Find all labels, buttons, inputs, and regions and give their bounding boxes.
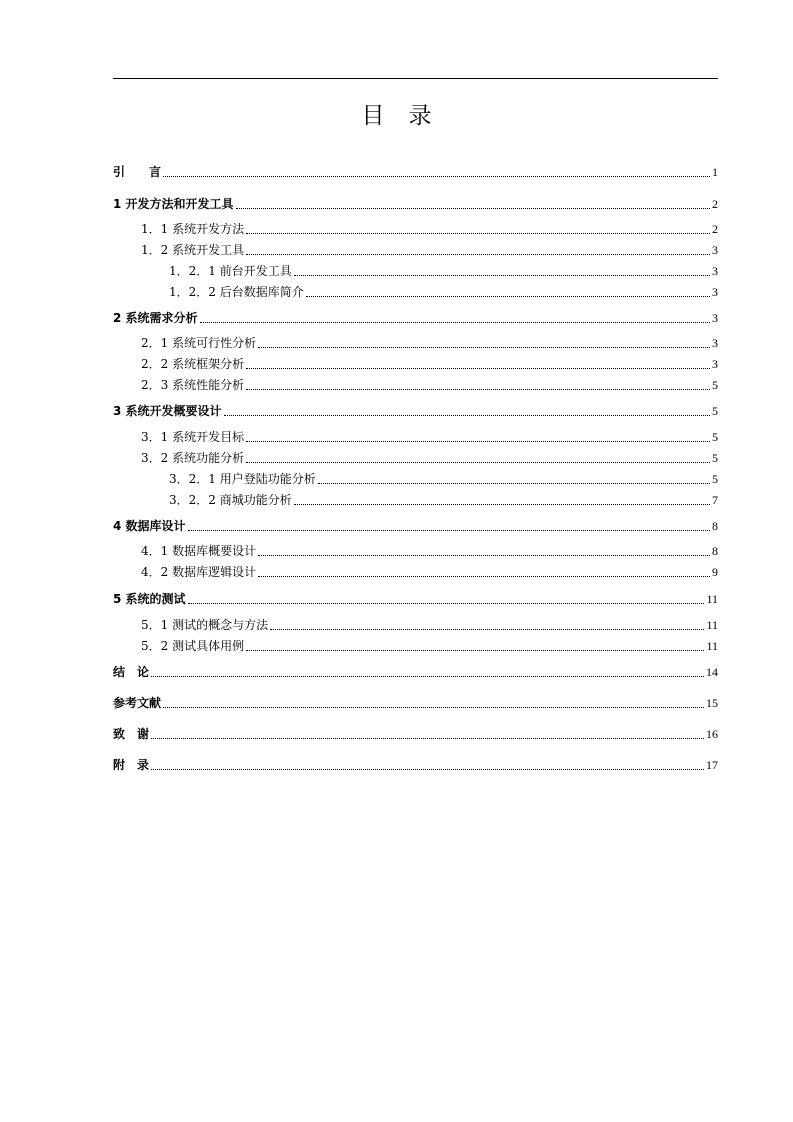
toc-entry-references[interactable]	[113, 693, 718, 713]
toc-entry-5-2[interactable]	[141, 636, 718, 656]
toc-entry-chapter-4[interactable]	[113, 516, 718, 536]
toc-leader	[224, 401, 710, 421]
toc-entry-3-1[interactable]	[141, 427, 718, 447]
toc-entry-1-2-2[interactable]	[169, 282, 718, 302]
toc-entry-label: 4．2 数据库逻辑设计	[141, 565, 257, 579]
toc-leader	[236, 194, 710, 214]
toc-entry-label: 2 系统需求分析	[113, 311, 198, 325]
toc-leader	[270, 615, 704, 635]
toc-entry-label: 2．3 系统性能分析	[141, 378, 245, 392]
toc-page-number: 8	[712, 519, 718, 533]
toc-entry-label: 1．2．1 前台开发工具	[169, 264, 292, 278]
toc-page-number: 9	[712, 565, 718, 579]
toc-entry-label: 4．1 数据库概要设计	[141, 544, 257, 558]
toc-leader	[246, 427, 710, 447]
toc-entry-label: 4 数据库设计	[113, 519, 186, 533]
toc-page-number: 8	[712, 544, 718, 558]
toc-entry-label: 结 论	[113, 665, 150, 679]
toc-leader	[318, 469, 710, 489]
toc-leader	[246, 240, 710, 260]
toc-page-number: 3	[712, 311, 718, 325]
toc-leader	[163, 162, 710, 182]
toc-entry-3-2-2[interactable]	[169, 490, 718, 510]
toc-entry-1-2-1[interactable]	[169, 261, 718, 281]
toc-page-number: 7	[712, 493, 718, 507]
toc-entry-label: 5 系统的测试	[113, 592, 186, 606]
toc-entry-chapter-2[interactable]	[113, 308, 718, 328]
toc-page-number: 2	[712, 222, 718, 236]
toc-page-number: 1	[712, 165, 718, 179]
toc-leader	[151, 662, 704, 682]
toc-page-number: 11	[706, 639, 718, 653]
toc-page-number: 5	[712, 451, 718, 465]
toc-entry-label: 1．2 系统开发工具	[141, 243, 245, 257]
toc-entry-label: 附 录	[113, 758, 150, 772]
toc-leader	[246, 636, 704, 656]
toc-page-number: 2	[712, 197, 718, 211]
toc-entry-2-2[interactable]	[141, 354, 718, 374]
toc-leader	[246, 448, 710, 468]
toc-entry-label: 引 言	[113, 165, 162, 179]
toc-leader	[258, 562, 710, 582]
toc-entry-2-3[interactable]	[141, 375, 718, 395]
toc-leader	[163, 693, 704, 713]
toc-entry-appendix[interactable]	[113, 755, 718, 775]
toc-entry-conclusion[interactable]	[113, 662, 718, 682]
toc-entry-1-2[interactable]	[141, 240, 718, 260]
toc-entry-acknowledgements[interactable]	[113, 724, 718, 744]
toc-leader	[246, 375, 710, 395]
toc-entry-chapter-3[interactable]	[113, 401, 718, 421]
toc-page-number: 3	[712, 243, 718, 257]
toc-leader	[188, 589, 705, 609]
toc-entry-1-1[interactable]	[141, 219, 718, 239]
toc-leader	[294, 261, 710, 281]
toc-page-number: 5	[712, 430, 718, 444]
toc-leader	[151, 724, 704, 744]
toc-entry-label: 2．1 系统可行性分析	[141, 336, 257, 350]
toc-entry-chapter-5[interactable]	[113, 589, 718, 609]
toc-page-number: 3	[712, 285, 718, 299]
toc-leader	[258, 541, 710, 561]
toc-entry-label: 3．2．2 商城功能分析	[169, 493, 292, 507]
toc-entry-label: 参考文献	[113, 696, 162, 710]
toc-entry-label: 致 谢	[113, 727, 150, 741]
toc-entry-5-1[interactable]	[141, 615, 718, 635]
toc-page-number: 16	[706, 727, 718, 741]
toc-entry-label: 3．2．1 用户登陆功能分析	[169, 472, 316, 486]
toc-entry-2-1[interactable]	[141, 333, 718, 353]
toc-leader	[306, 282, 710, 302]
toc-page-number: 3	[712, 264, 718, 278]
toc-page-number: 5	[712, 404, 718, 418]
toc-page-number: 17	[706, 758, 718, 772]
toc-leader	[294, 490, 710, 510]
toc-entry-label: 3．2 系统功能分析	[141, 451, 245, 465]
toc-leader	[246, 219, 710, 239]
page-title	[0, 98, 793, 134]
toc-page-number: 3	[712, 357, 718, 371]
toc-entry-label: 1．1 系统开发方法	[141, 222, 245, 236]
toc-leader	[200, 308, 710, 328]
toc-entry-label: 3．1 系统开发目标	[141, 430, 245, 444]
toc-entry-label: 5．2 测试具体用例	[141, 639, 245, 653]
toc-leader	[151, 755, 704, 775]
toc-page-number: 11	[706, 618, 718, 632]
toc-page-number: 3	[712, 336, 718, 350]
toc-page-number: 5	[712, 378, 718, 392]
toc-entry-4-2[interactable]	[141, 562, 718, 582]
toc-entry-label: 2．2 系统框架分析	[141, 357, 245, 371]
toc-page-number: 5	[712, 472, 718, 486]
toc-entry-label: 5．1 测试的概念与方法	[141, 618, 269, 632]
toc-entry-intro[interactable]	[113, 162, 718, 182]
toc-entry-label: 3 系统开发概要设计	[113, 404, 222, 418]
toc-leader	[188, 516, 710, 536]
toc-entry-4-1[interactable]	[141, 541, 718, 561]
title-char-2: 录	[408, 103, 432, 129]
toc-entry-3-2[interactable]	[141, 448, 718, 468]
toc-leader	[246, 354, 710, 374]
toc-page-number: 14	[706, 665, 718, 679]
toc-entry-label: 1 开发方法和开发工具	[113, 197, 234, 211]
toc-leader	[258, 333, 710, 353]
toc-entry-label: 1．2．2 后台数据库简介	[169, 285, 304, 299]
toc-entry-chapter-1[interactable]	[113, 194, 718, 214]
toc-entry-3-2-1[interactable]	[169, 469, 718, 489]
header-rule	[113, 78, 718, 79]
toc-page-number: 11	[706, 592, 718, 606]
toc-page-number: 15	[706, 696, 718, 710]
title-char-1: 目	[361, 103, 385, 129]
